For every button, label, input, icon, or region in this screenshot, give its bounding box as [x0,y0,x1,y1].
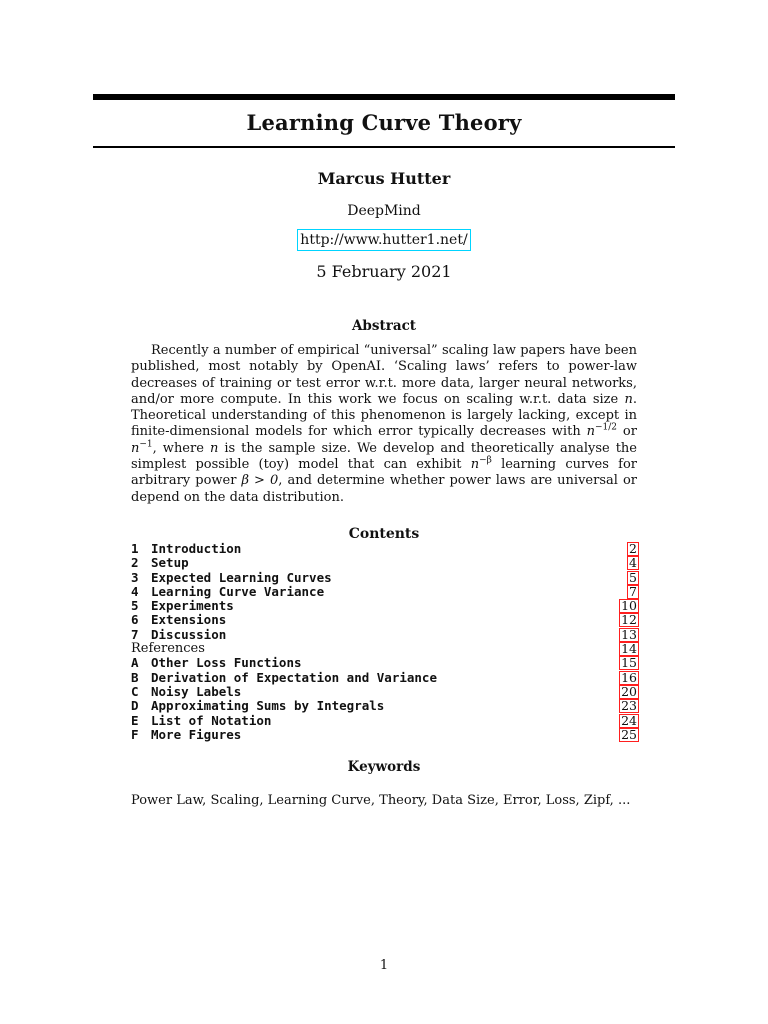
title-bottom-rule [93,146,675,148]
toc-entry-number: F [131,726,139,742]
math-variable: n [470,457,480,473]
abstract-text [131,343,637,506]
toc-page-link[interactable]: 4 [629,555,637,571]
contents-heading: Contents [348,526,420,542]
toc-entry[interactable] [131,728,639,742]
toc-entry-title: Noisy Labels [151,683,242,699]
table-of-contents [131,542,639,742]
toc-entry-number: 4 [131,583,139,599]
toc-entry-title: Discussion [151,626,227,642]
toc-page-link[interactable]: 24 [621,712,637,728]
toc-entry-title: Extensions [151,612,227,628]
toc-entry-number: 5 [131,598,139,614]
toc-entry-title: List of Notation [151,712,272,728]
toc-entry-number: E [131,712,139,728]
toc-entry-title: More Figures [151,726,242,742]
abstract-segment: . Theoretical understanding of this phenomenon is largely lacking, except in finite-dimensional models for which error typically decreases with [131,391,637,440]
toc-entry[interactable] [131,599,639,613]
math-exponent: −1 [139,439,153,450]
toc-entry-number: 7 [131,626,139,642]
toc-page-link[interactable]: 10 [621,598,637,614]
abstract-segment: , and determine whether power laws are universal or depend on the data distribution. [131,473,638,505]
toc-entry[interactable] [131,714,639,728]
toc-entry[interactable] [131,585,639,599]
toc-entry-number: A [131,655,139,671]
author-name: Marcus Hutter [317,169,451,188]
math-variable: n [209,440,219,456]
toc-entry[interactable] [131,556,639,570]
toc-entry-number: 6 [131,612,139,628]
abstract-segment: is the sample size. We develop and theoretically analyse the simplest possible (toy) model that can exhibit [131,440,638,473]
math-variable: n [131,440,140,456]
author-url-container [0,229,768,251]
toc-entry-title: Learning Curve Variance [151,583,325,599]
paper-title: Learning Curve Theory [246,110,522,135]
author-affiliation: DeepMind [347,203,421,219]
toc-page-link[interactable]: 14 [621,641,637,657]
abstract-segment: learning curves for arbitrary power [131,457,637,489]
toc-page-link[interactable]: 13 [621,626,637,642]
math-exponent: −β [479,455,492,466]
toc-entry-number: B [131,669,139,685]
math-variable: n [586,424,595,440]
toc-entry-title: Experiments [151,598,234,614]
keywords-heading: Keywords [347,759,421,775]
toc-entry-number: C [131,683,139,699]
toc-entry-title: Derivation of Expectation and Variance [151,669,437,685]
toc-page-link[interactable]: 25 [621,726,637,742]
toc-entry[interactable] [131,628,639,642]
toc-entry-number: 3 [131,569,139,585]
math-variable: n [624,391,633,407]
toc-entry[interactable] [131,571,639,585]
toc-entry[interactable] [131,642,639,656]
abstract-segment: or [617,424,637,440]
toc-entry[interactable] [131,613,639,627]
toc-entry-title: Setup [151,555,189,571]
page-number: 1 [379,958,389,973]
toc-page-link[interactable]: 12 [621,612,637,628]
keywords-text: Power Law, Scaling, Learning Curve, Theory, Data Size, Error, Loss, Zipf, ... [131,793,631,808]
toc-page-link[interactable]: 20 [621,683,637,699]
toc-entry-title: Expected Learning Curves [151,569,332,585]
toc-entry[interactable] [131,656,639,670]
title-top-rule [93,94,675,100]
toc-page-link[interactable]: 23 [621,698,637,714]
toc-page-link[interactable]: 16 [621,669,637,685]
abstract-heading: Abstract [351,318,417,334]
toc-page-link[interactable]: 7 [629,583,637,599]
toc-entry[interactable] [131,542,639,556]
toc-entry[interactable] [131,699,639,713]
toc-entry[interactable] [131,671,639,685]
toc-entry-title: Other Loss Functions [151,655,302,671]
toc-entry-title: Approximating Sums by Integrals [151,698,385,714]
paper-date: 5 February 2021 [316,262,452,281]
toc-entry-number: 2 [131,555,139,571]
author-url-link[interactable]: http://www.hutter1.net/ [297,229,470,251]
toc-page-link[interactable]: 5 [629,569,637,585]
toc-entry[interactable] [131,685,639,699]
toc-page-link[interactable]: 15 [621,655,637,671]
toc-entry-number: D [131,698,139,714]
toc-entry-title: Introduction [151,541,242,556]
math-exponent: −1/2 [594,423,618,434]
math-expression: β > 0 [241,473,279,489]
toc-entry-title: References [131,641,205,657]
toc-entry-number: 1 [131,541,139,556]
abstract-segment: , where [152,440,210,456]
toc-page-link[interactable]: 2 [629,541,637,556]
abstract-segment: Recently a number of empirical “universal” scaling law papers have been published, most notably by OpenAI. ‘Scaling laws’ refers to power-law decreases of training or test error w.r.t. more data, larger neural networks, and/or more compute. In this work we focus on scaling w.r.t. data size [131,343,637,407]
